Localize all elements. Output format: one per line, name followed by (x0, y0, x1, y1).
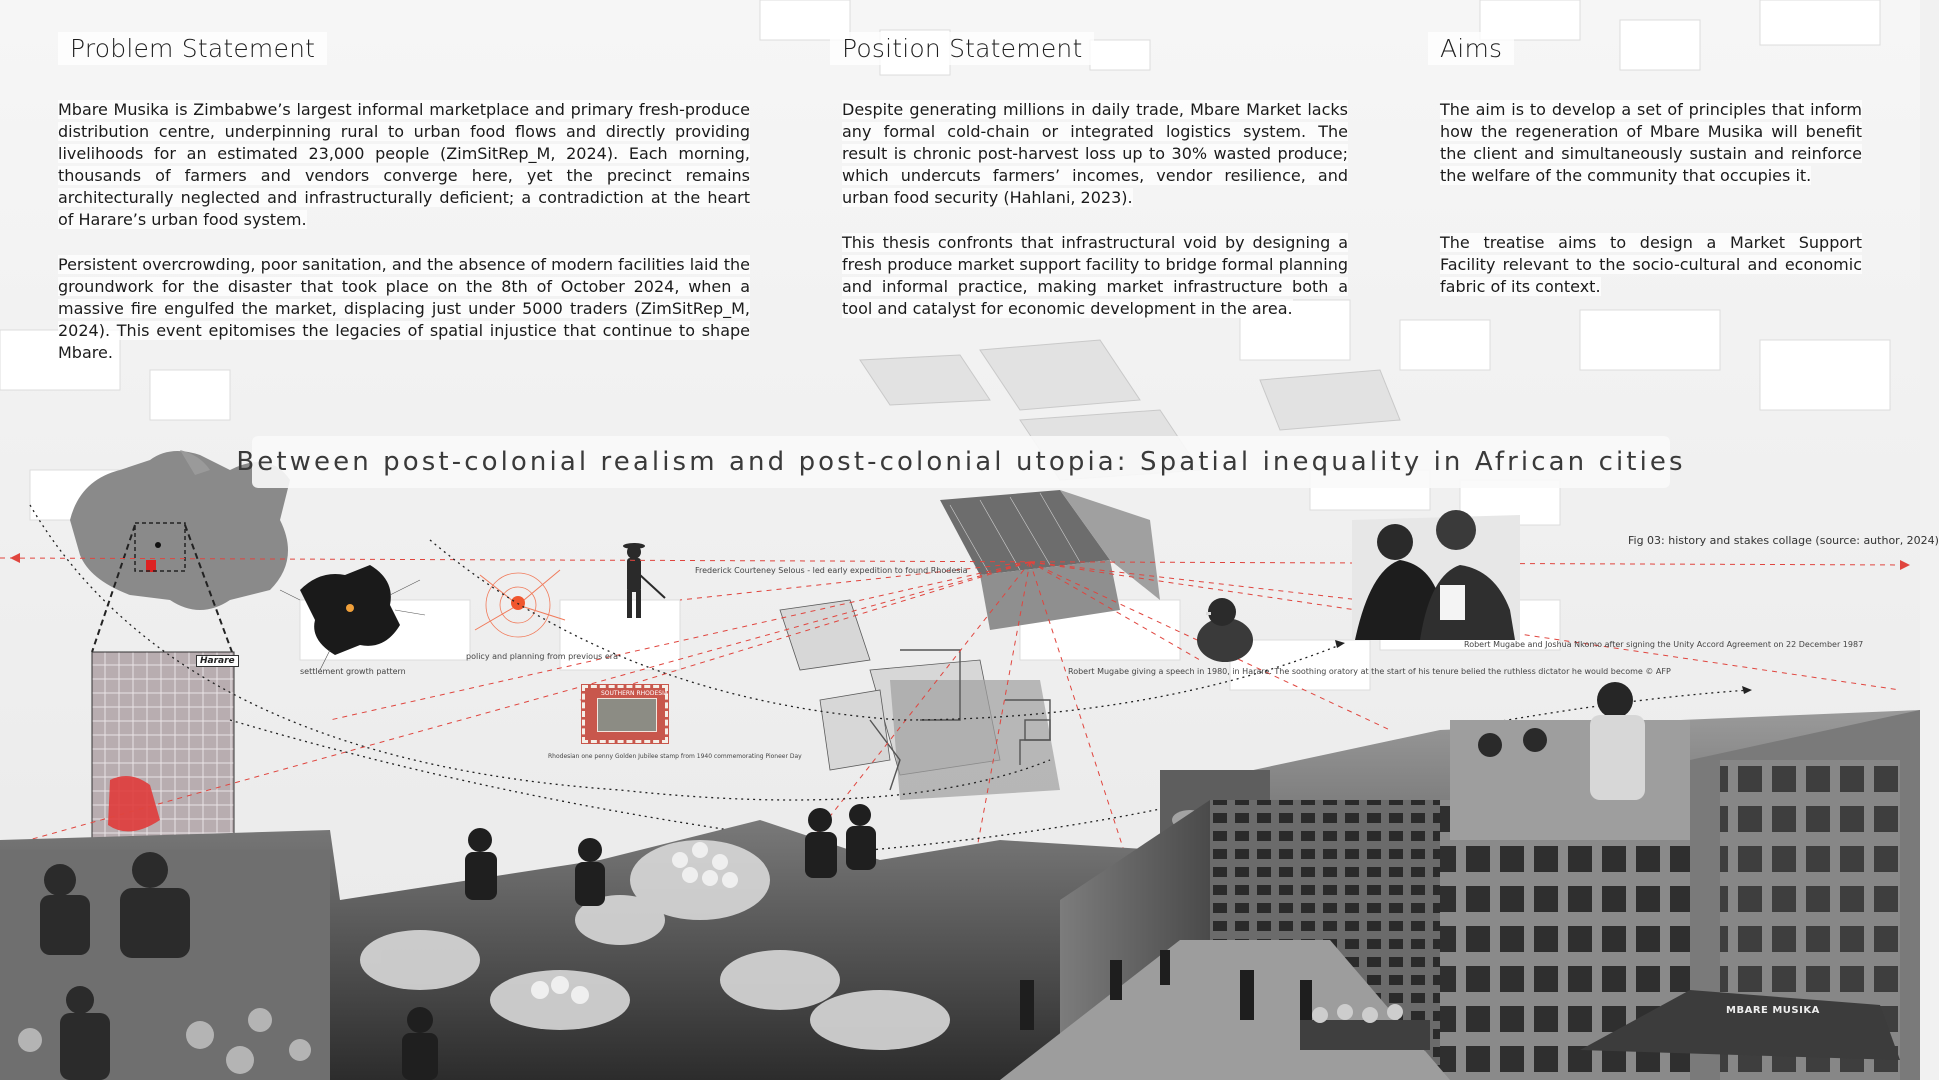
selous-caption: Frederick Courteney Selous - led early expedition to found Rhodesia (695, 566, 968, 575)
aims-heading: Aims (1428, 32, 1514, 65)
aims-paragraph-1: The aim is to develop a set of principles that inform how the regeneration of Mbare Musika will benefit the client and simultaneously sustain and reinforce the welfare of the community that occupies it. (1440, 100, 1862, 185)
problem-statement-paragraph-1: Mbare Musika is Zimbabwe’s largest informal marketplace and primary fresh-produce distribution centre, underpinning rural to urban food flows and directly providing livelihoods for an estimated 23,000 people (ZimSitRep_M, 2024). Each morning, thousands of farmers and vendors converge here, yet the precinct remains architecturally neglected and infrastructurally deficient; a contradiction at the heart of Harare’s urban food system. (58, 100, 750, 229)
problem-statement-heading: Problem Statement (58, 32, 327, 65)
mugabe-speech-caption: Robert Mugabe giving a speech in 1980, in Harare. The soothing oratory at the start of his tenure belied the ruthless dictator he would become © AFP (1068, 667, 1671, 676)
problem-statement-paragraph-2: Persistent overcrowding, poor sanitation, and the absence of modern facilities laid the groundwork for the disaster that took place on the 8th of October 2024, when a massive fire engulfed the market, displacing just under 5000 traders (ZimSitRep_M, 2024). This event epitomises the legacies of spatial injustice that continue to shape Mbare. (58, 255, 750, 362)
settlement-growth-caption: settlement growth pattern (300, 667, 406, 676)
position-statement-paragraph-1: Despite generating millions in daily trade, Mbare Market lacks any formal cold-chain or integrated logistics system. The result is chronic post-harvest loss up to 30% wasted produce; which undercuts farmers’ incomes, vendor resilience, and urban food security (Hahlani, 2023). (842, 100, 1348, 207)
stamp-picture (597, 698, 657, 732)
stamp-text: SOUTHERN RHODESIA (601, 690, 668, 697)
figure-caption: Fig 03: history and stakes collage (source: author, 2024) (1628, 534, 1939, 547)
policy-planning-caption: policy and planning from previous era (466, 652, 618, 661)
stamp-caption: Rhodesian one penny Golden Jubilee stamp from 1940 commemorating Pioneer Day (548, 753, 802, 760)
position-statement-paragraph-2: This thesis confronts that infrastructural void by designing a fresh produce market support facility to bridge formal planning and informal practice, making market infrastructure both a tool and catalyst for economic development in the area. (842, 233, 1348, 318)
aims-paragraph-2: The treatise aims to design a Market Support Facility relevant to the socio-cultural and economic fabric of its context. (1440, 233, 1862, 296)
position-statement-heading: Position Statement (830, 32, 1094, 65)
harare-map-label: Harare (196, 655, 239, 667)
collage-title-banner: Between post-colonial realism and post-colonial utopia: Spatial inequality in African cities (252, 436, 1670, 488)
rhodesian-stamp-image (582, 685, 668, 743)
mbare-musika-sign: MBARE MUSIKA (1726, 1005, 1820, 1016)
unity-accord-caption: Robert Mugabe and Joshua Nkomo after signing the Unity Accord Agreement on 22 December 1987 (1464, 640, 1864, 649)
